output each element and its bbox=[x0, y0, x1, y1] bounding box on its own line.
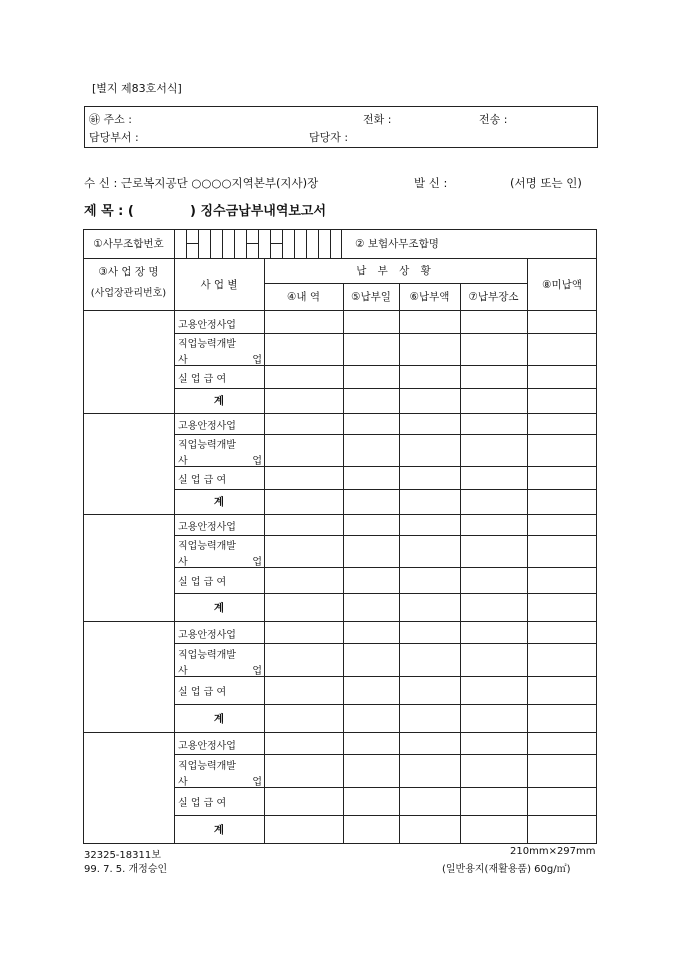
digit-box-line bbox=[318, 229, 319, 258]
department-label: 담당부서 : bbox=[89, 131, 139, 144]
suffix-right: 업 bbox=[252, 557, 262, 568]
digit-box-line bbox=[258, 229, 259, 258]
business-vocational-dev bbox=[178, 537, 236, 552]
form-code: 32325-18311보 bbox=[84, 850, 161, 861]
business-vocational-dev-suffix bbox=[178, 773, 262, 788]
business-vocational-dev bbox=[178, 335, 236, 350]
business-vocational-dev-text: 직업능력개발 bbox=[178, 541, 236, 552]
subtotal-label: 계 bbox=[213, 395, 225, 407]
suffix-right: 업 bbox=[252, 777, 262, 788]
workplace-number-label: (사업장관리번호) bbox=[90, 287, 167, 299]
table-border-right bbox=[596, 229, 597, 844]
business-vocational-dev-text: 직업능력개발 bbox=[178, 761, 236, 772]
suffix-right: 업 bbox=[252, 355, 262, 366]
row-divider bbox=[174, 754, 597, 755]
sender-label: 발 신 : bbox=[414, 176, 448, 190]
row-divider bbox=[174, 333, 597, 334]
business-employment-stability bbox=[178, 737, 236, 752]
unpaid-label: ⑧미납액 bbox=[542, 278, 582, 291]
business-vocational-dev-suffix bbox=[178, 452, 262, 467]
suffix-right: 업 bbox=[252, 456, 262, 467]
business-employment-stability-text: 고용안정사업 bbox=[178, 630, 236, 641]
business-employment-stability-text: 고용안정사업 bbox=[178, 320, 236, 331]
business-vocational-dev-text: 직업능력개발 bbox=[178, 339, 236, 350]
business-vocational-dev-suffix bbox=[178, 662, 262, 677]
group-bottom-divider bbox=[83, 514, 597, 515]
business-unemployment-benefit-text: 실 업 급 여 bbox=[178, 475, 227, 486]
phone-label: 전화 : bbox=[363, 113, 392, 126]
col-payplace-right bbox=[527, 258, 528, 844]
business-vocational-dev-text: 직업능력개발 bbox=[178, 650, 236, 661]
group-bottom-divider bbox=[83, 732, 597, 733]
digit-box-line bbox=[234, 229, 235, 258]
office-number-divider bbox=[174, 229, 175, 258]
business-employment-stability-text: 고용안정사업 bbox=[178, 522, 236, 533]
row-divider bbox=[174, 643, 597, 644]
col-business-right bbox=[264, 258, 265, 844]
title-prefix: 제 목 : ( bbox=[84, 204, 134, 219]
workplace-label: ③사 업 장 명 bbox=[98, 265, 159, 278]
business-employment-stability-text: 고용안정사업 bbox=[178, 741, 236, 752]
business-unemployment-benefit bbox=[178, 794, 226, 809]
paper-type: (일반용지(재활용품) 60g/㎡) bbox=[442, 864, 571, 875]
suffix-left: 사 bbox=[178, 777, 188, 788]
pay-date-label: ⑤납부일 bbox=[351, 291, 391, 303]
business-vocational-dev-suffix bbox=[178, 351, 262, 366]
subtotal-label: 계 bbox=[213, 496, 225, 508]
table-border-left bbox=[83, 229, 84, 844]
details-label: ④내 역 bbox=[286, 291, 321, 303]
report-table bbox=[83, 229, 597, 844]
page-title: ) 징수금납부내역보고서 bbox=[190, 204, 327, 219]
col-details-right bbox=[343, 283, 344, 844]
business-unemployment-benefit-text: 실 업 급 여 bbox=[178, 687, 227, 698]
header-box bbox=[84, 106, 598, 148]
form-label: [별지 제83호서식] bbox=[92, 82, 182, 95]
group-bottom-divider bbox=[83, 621, 597, 622]
digit-box-dash bbox=[246, 243, 258, 244]
subtotal-label: 계 bbox=[213, 823, 225, 836]
digit-box-dash bbox=[270, 243, 282, 244]
business-unemployment-benefit-text: 실 업 급 여 bbox=[178, 577, 227, 588]
subtotal-label: 계 bbox=[213, 712, 225, 725]
paper-size: 210mm×297mm bbox=[510, 846, 596, 857]
digit-box-line bbox=[294, 229, 295, 258]
subtotal-label: 계 bbox=[213, 601, 225, 614]
digit-box-line bbox=[210, 229, 211, 258]
business-unemployment-benefit-text: 실 업 급 여 bbox=[178, 798, 227, 809]
office-number-label: ①사무조합번호 bbox=[93, 238, 164, 250]
business-employment-stability bbox=[178, 316, 236, 331]
business-vocational-dev bbox=[178, 646, 236, 661]
pay-place-label: ⑦납부장소 bbox=[468, 291, 519, 303]
office-name-label: ② 보험사무조합명 bbox=[355, 238, 439, 250]
row-divider bbox=[174, 434, 597, 435]
business-employment-stability bbox=[178, 518, 236, 533]
digit-box-line bbox=[198, 229, 199, 258]
digit-box-dash bbox=[186, 243, 198, 244]
business-employment-stability-text: 고용안정사업 bbox=[178, 421, 236, 432]
signature-label: (서명 또는 인) bbox=[510, 176, 582, 190]
digit-box-line bbox=[306, 229, 307, 258]
approval-date: 99. 7. 5. 개정승인 bbox=[84, 864, 168, 875]
suffix-left: 사 bbox=[178, 666, 188, 677]
col-payamount-right bbox=[460, 283, 461, 844]
fax-label: 전송 : bbox=[479, 113, 508, 126]
business-vocational-dev-suffix bbox=[178, 553, 262, 568]
digit-box-line bbox=[222, 229, 223, 258]
business-employment-stability bbox=[178, 417, 236, 432]
col-paydate-right bbox=[399, 283, 400, 844]
suffix-right: 업 bbox=[252, 666, 262, 677]
business-label: 사 업 별 bbox=[200, 278, 238, 291]
recipient-to: 수 신 : 근로복지공단 ○○○○지역본부(지사)장 bbox=[84, 176, 319, 190]
payment-status-label: 납 부 상 황 bbox=[356, 265, 435, 277]
row-divider bbox=[174, 535, 597, 536]
address-label: ㉻ 주소 : bbox=[89, 113, 132, 126]
col-business-left bbox=[174, 258, 175, 844]
business-vocational-dev bbox=[178, 436, 236, 451]
business-unemployment-benefit bbox=[178, 370, 226, 385]
business-unemployment-benefit bbox=[178, 683, 226, 698]
business-vocational-dev-text: 직업능력개발 bbox=[178, 440, 236, 451]
header-bottom-divider bbox=[83, 310, 597, 311]
suffix-left: 사 bbox=[178, 456, 188, 467]
business-vocational-dev bbox=[178, 757, 236, 772]
suffix-left: 사 bbox=[178, 557, 188, 568]
table-border-bottom bbox=[83, 843, 597, 844]
digit-box-line bbox=[282, 229, 283, 258]
person-label: 담당자 : bbox=[309, 131, 349, 144]
business-employment-stability bbox=[178, 626, 236, 641]
pay-amount-label: ⑥납부액 bbox=[409, 291, 450, 303]
business-unemployment-benefit bbox=[178, 471, 226, 486]
business-unemployment-benefit-text: 실 업 급 여 bbox=[178, 374, 227, 385]
business-unemployment-benefit bbox=[178, 573, 226, 588]
digit-box-line bbox=[330, 229, 331, 258]
suffix-left: 사 bbox=[178, 355, 188, 366]
group-bottom-divider bbox=[83, 413, 597, 414]
